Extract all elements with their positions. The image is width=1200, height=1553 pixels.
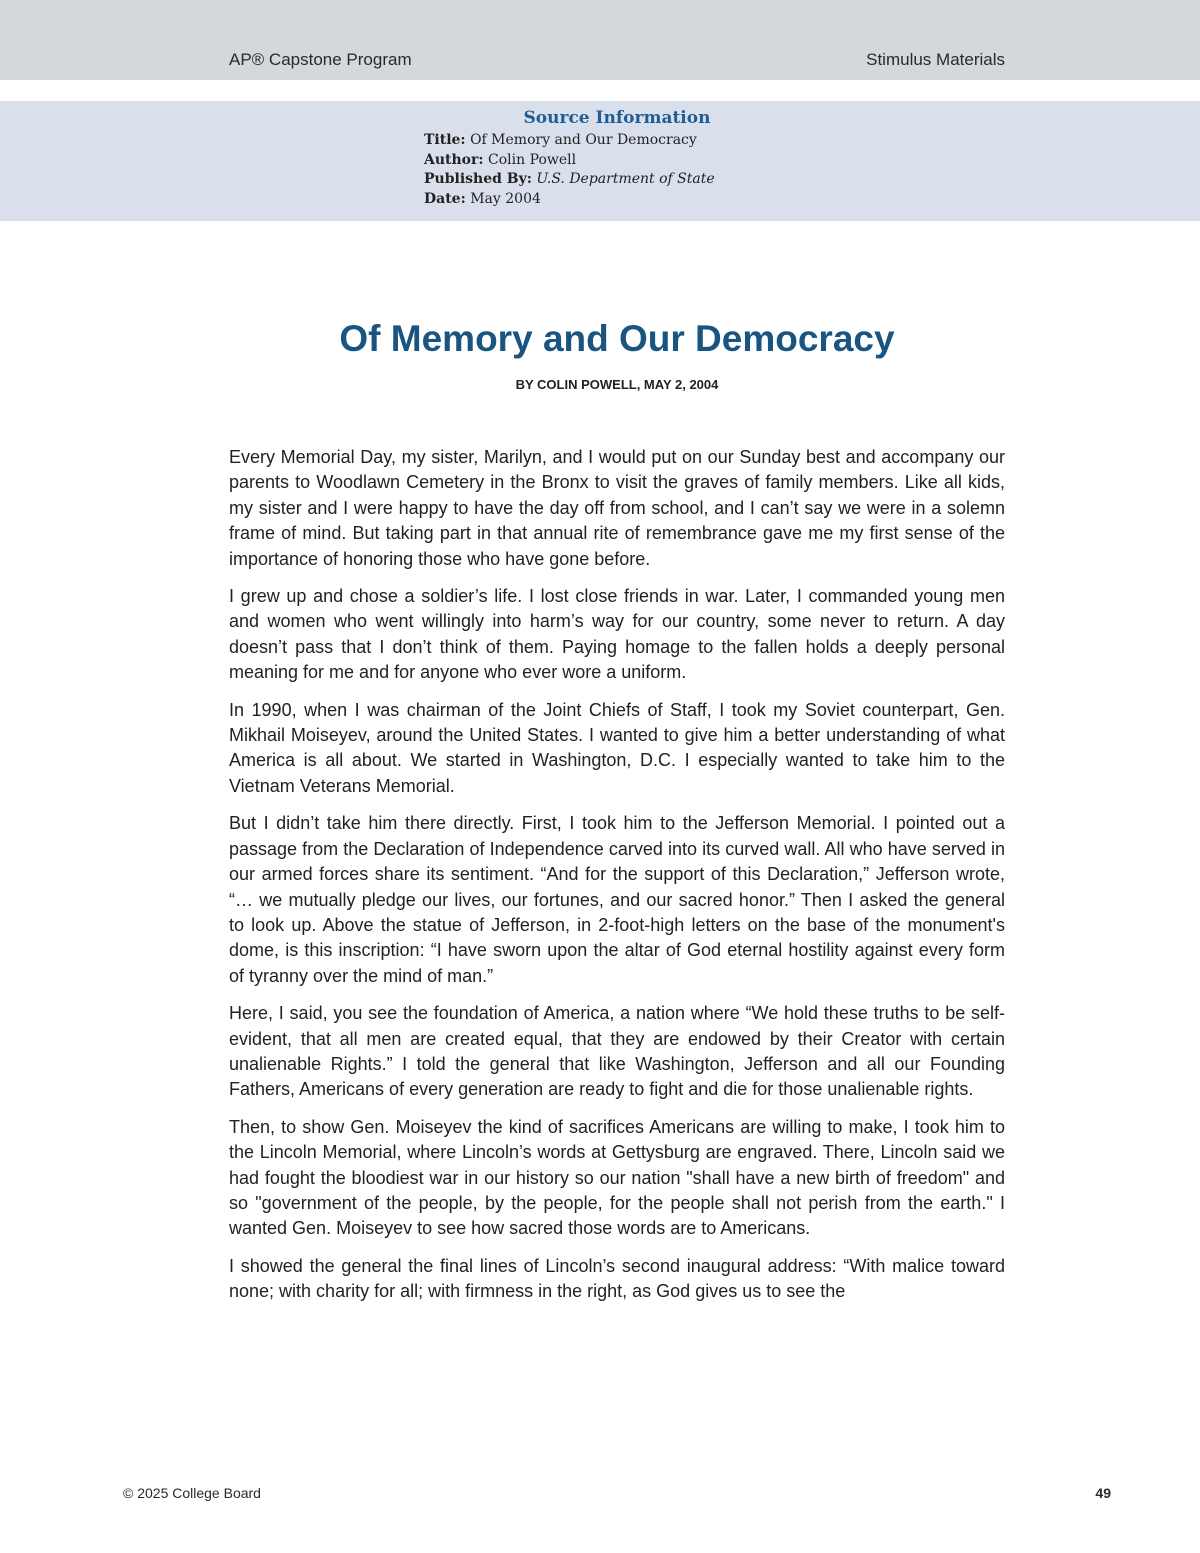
- article-paragraph: Here, I said, you see the foundation of America, a nation where “We hold these truths to be self-evident, that all men are created equal, that they are endowed by their Creator with certain unalienable Rights.” I told the general that like Washington, Jefferson and all our Founding Fathers, Americans of every generation are ready to fight and die for those unalienable rights.: [229, 1003, 1005, 1100]
- article-paragraph: Then, to show Gen. Moiseyev the kind of sacrifices Americans are willing to make, I took him to the Lincoln Memorial, where Lincoln’s words at Gettysburg are engraved. There, Lincoln said we had fought the bloodiest war in our history so our nation "shall have a new birth of freedom" and so "government of the people, by the people, for the people shall not perish from the earth." I wanted Gen. Moiseyev to see how sacred those words are to Americans.: [229, 1116, 1005, 1239]
- article-body: [229, 445, 1005, 1317]
- footer-copyright: © 2025 College Board: [123, 1485, 261, 1501]
- source-title-value: Of Memory and Our Democracy: [470, 132, 697, 148]
- top-header-bar: [0, 0, 1200, 80]
- section-name: Stimulus Materials: [866, 50, 1005, 69]
- source-date-label: Date:: [424, 191, 466, 208]
- article-byline: BY COLIN POWELL, MAY 2, 2004: [515, 377, 719, 392]
- program-name: AP® Capstone Program: [229, 50, 412, 69]
- source-title-label: Title:: [424, 132, 466, 148]
- source-information-details: [424, 131, 715, 210]
- source-title-line: [424, 131, 715, 151]
- article-paragraph: I showed the general the final lines of Lincoln’s second inaugural address: “With malice toward none; with charity for all; with firmness in the right, as God gives us to see the: [229, 1255, 1005, 1302]
- page-number: 49: [1095, 1485, 1111, 1501]
- article-paragraph: I grew up and chose a soldier’s life. I lost close friends in war. Later, I commanded young men and women who went willingly into harm’s way for our country, some never to return. A day doesn’t pass that I don’t think of them. Paying homage to the fallen holds a deeply personal meaning for me and for anyone who ever wore a uniform.: [229, 586, 1005, 683]
- source-publisher-line: [424, 170, 715, 190]
- source-author-value: Colin Powell: [488, 151, 577, 168]
- article-paragraph: Every Memorial Day, my sister, Marilyn, and I would put on our Sunday best and accompany our parents to Woodlawn Cemetery in the Bronx to visit the graves of family members. Like all kids, my sister and I were happy to have the day off from school, and I can’t say we were in a solemn frame of mind. But taking part in that annual rite of remembrance gave me my first sense of the importance of honoring those who have gone before.: [229, 447, 1005, 569]
- source-author-label: Author:: [424, 151, 484, 168]
- article-title: Of Memory and Our Democracy: [339, 318, 895, 359]
- article-paragraph: But I didn’t take him there directly. First, I took him to the Jefferson Memorial. I pointed out a passage from the Declaration of Independence carved into its curved wall. All who have served in our armed forces share its sentiment. “And for the support of this Declaration,” Jefferson wrote, “… we mutually pledge our lives, our fortunes, and our sacred honor.” Then I asked the general to look up. Above the statue of Jefferson, in 2-foot-high letters on the base of the monument's dome, is this inscription: “I have sworn upon the altar of God eternal hostility against every form of tyranny over the mind of man.”: [229, 813, 1005, 986]
- source-publisher-label: Published By:: [424, 171, 532, 188]
- source-date-line: [424, 190, 715, 210]
- source-date-value: May 2004: [470, 191, 541, 208]
- article-paragraph: In 1990, when I was chairman of the Joint Chiefs of Staff, I took my Soviet counterpart, Gen. Mikhail Moiseyev, around the United States. I wanted to give him a better understanding of what America is all about. We started in Washington, D.C. I especially wanted to take him to the Vietnam Veterans Memorial.: [229, 699, 1005, 796]
- source-publisher-value: U.S. Department of State: [536, 171, 715, 188]
- source-author-line: [424, 151, 715, 171]
- source-information-heading: Source Information: [523, 108, 711, 128]
